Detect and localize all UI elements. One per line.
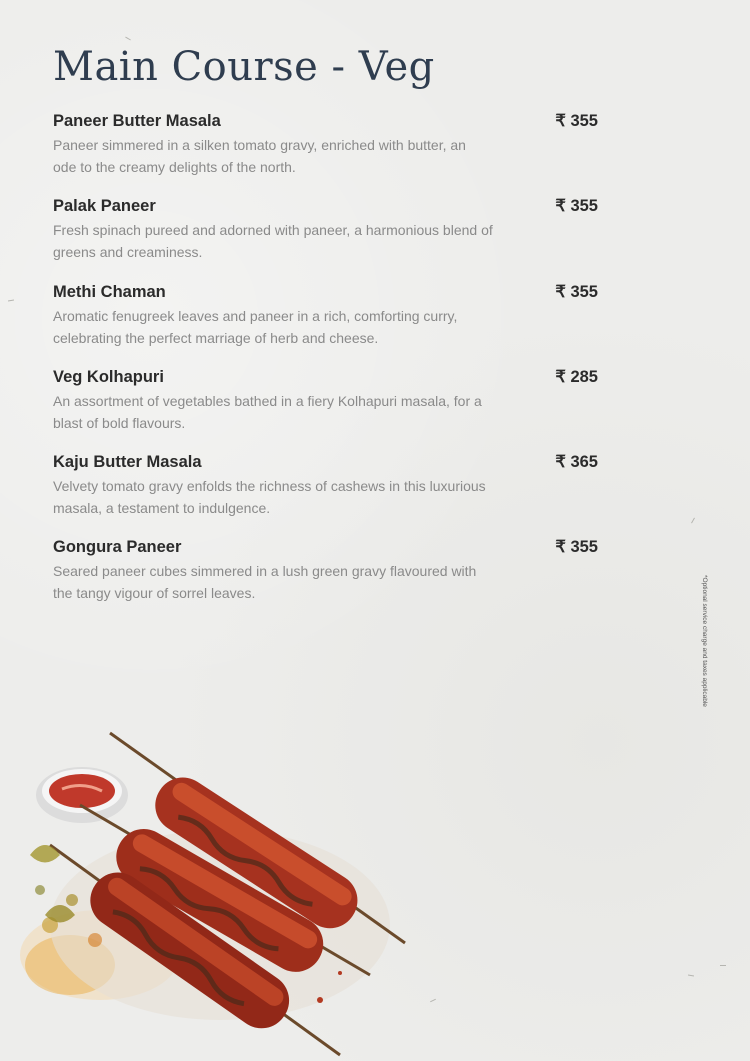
- item-price: ₹ 365: [555, 453, 598, 472]
- menu-item: [53, 195, 598, 280]
- paper-speck: [720, 965, 726, 966]
- item-name: Gongura Paneer: [53, 538, 182, 557]
- paper-speck: [125, 37, 131, 41]
- item-name: Kaju Butter Masala: [53, 453, 202, 472]
- paper-speck: [688, 974, 694, 976]
- item-description: An assortment of vegetables bathed in a fiery Kolhapuri masala, for a blast of bold flavours.: [53, 392, 482, 431]
- item-description: Seared paneer cubes simmered in a lush green gravy flavoured with the tangy vigour of sorrel leaves.: [53, 563, 477, 602]
- item-price: ₹ 355: [555, 197, 598, 216]
- item-name: Methi Chaman: [53, 282, 166, 301]
- item-price: ₹ 355: [555, 538, 598, 557]
- item-price: ₹ 355: [555, 112, 598, 130]
- item-description: Fresh spinach pureed and adorned with paneer, a harmonious blend of greens and creaminess.: [53, 222, 493, 261]
- footnote: [700, 575, 710, 725]
- item-name: Veg Kolhapuri: [53, 367, 164, 386]
- menu-item: [53, 366, 598, 451]
- paper-speck: [691, 518, 695, 524]
- item-name: Paneer Butter Masala: [53, 112, 221, 130]
- menu-item: [53, 281, 598, 366]
- menu-list: [53, 110, 598, 622]
- menu-item: [53, 110, 598, 195]
- paper-speck: [430, 999, 436, 1002]
- item-description: Aromatic fenugreek leaves and paneer in a rich, comforting curry, celebrating the perfect marriage of herb and cheese.: [53, 307, 458, 346]
- menu-item: [53, 536, 598, 621]
- menu-item: [53, 451, 598, 536]
- footnote-text: *Optional service charge and taxes applicable: [701, 575, 708, 707]
- paper-speck: [8, 299, 14, 301]
- item-price: ₹ 355: [555, 282, 598, 301]
- kebab-illustration: [10, 725, 410, 1061]
- item-description: Velvety tomato gravy enfolds the richness of cashews in this luxurious masala, a testament to indulgence.: [53, 478, 486, 517]
- item-name: Palak Paneer: [53, 197, 156, 216]
- item-description: Paneer simmered in a silken tomato gravy, enriched with butter, an ode to the creamy delights of the north.: [53, 137, 466, 175]
- item-price: ₹ 285: [555, 367, 598, 386]
- page-title: Main Course - Veg: [53, 44, 435, 90]
